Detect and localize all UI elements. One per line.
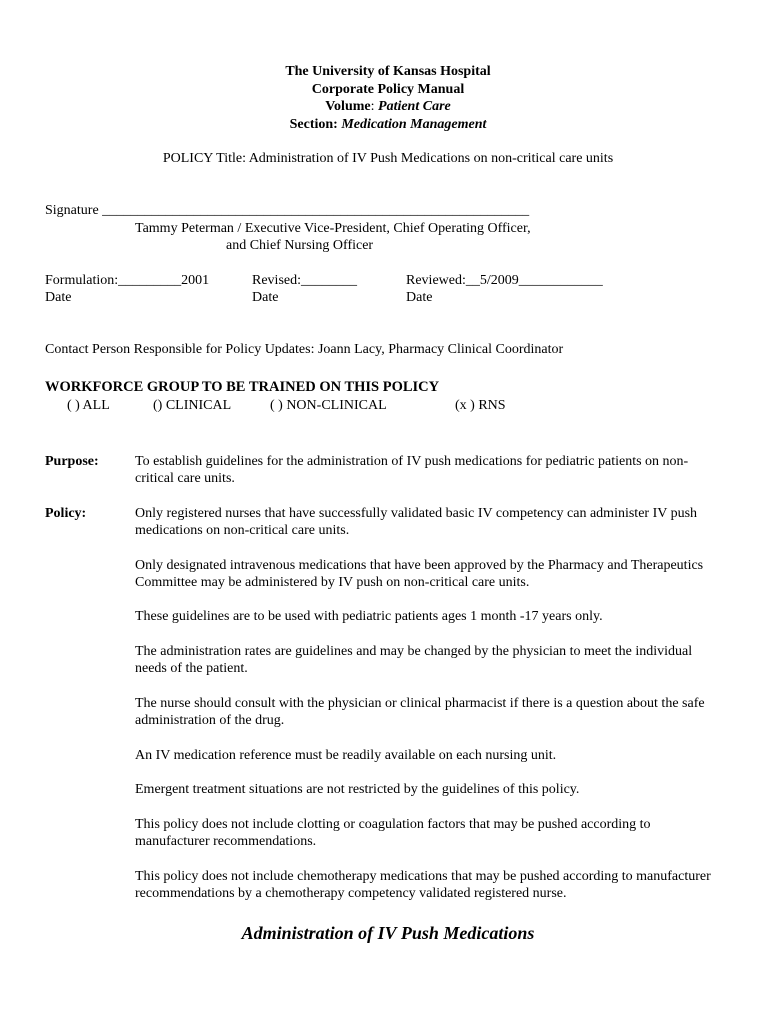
formulation-date: Formulation:_________2001 bbox=[45, 273, 210, 288]
policy-paragraph: The administration rates are guidelines and may be changed by the physician to meet the individual needs of the patient. bbox=[135, 644, 693, 676]
hospital-name: The University of Kansas Hospital bbox=[285, 64, 491, 79]
section-label: Section: bbox=[289, 116, 338, 132]
contact-person: Contact Person Responsible for Policy Updates: Joann Lacy, Pharmacy Clinical Coordinator bbox=[45, 342, 564, 357]
reviewed-date: Reviewed:__5/2009____________ bbox=[406, 273, 603, 288]
purpose-text: To establish guidelines for the administration of IV push medications for pediatric patients on non-critical care units. bbox=[135, 454, 689, 486]
policy-paragraph: This policy does not include chemotherapy medications that may be pushed according to manufacturer recommendations by a chemotherapy competency validated registered nurse. bbox=[135, 869, 711, 901]
policy-paragraph: The nurse should consult with the physician or clinical pharmacist if there is a question about the safe administration of the drug. bbox=[135, 696, 705, 728]
volume-label: Volume bbox=[325, 99, 371, 114]
revised-date: Revised:________ bbox=[252, 273, 357, 288]
signer-name-line2: and Chief Nursing Officer bbox=[226, 238, 374, 253]
formulation-date-label: Date bbox=[45, 290, 72, 305]
signer-name-line1: Tammy Peterman / Executive Vice-President, Chief Operating Officer, bbox=[135, 221, 531, 236]
policy-paragraph: Only registered nurses that have successfully validated basic IV competency can administer IV push medications on non-critical care units. bbox=[135, 506, 698, 538]
workforce-option-rns: (x ) RNS bbox=[455, 398, 506, 413]
section-heading-iv-push: Administration of IV Push Medications bbox=[241, 923, 535, 943]
volume-value: Patient Care bbox=[378, 99, 451, 114]
workforce-option-clinical: () CLINICAL bbox=[153, 398, 232, 413]
workforce-option-all: ( ) ALL bbox=[67, 398, 110, 413]
document-header bbox=[0, 63, 768, 133]
volume-line bbox=[0, 98, 768, 116]
reviewed-date-label: Date bbox=[406, 290, 433, 305]
workforce-heading: WORKFORCE GROUP TO BE TRAINED ON THIS POLICY bbox=[45, 379, 440, 395]
policy-paragraph: This policy does not include clotting or coagulation factors that may be pushed according to manufacturer recommendations. bbox=[135, 817, 651, 849]
policy-title: POLICY Title: Administration of IV Push Medications on non-critical care units bbox=[162, 151, 614, 166]
policy-paragraph: These guidelines are to be used with pediatric patients ages 1 month -17 years only. bbox=[135, 609, 603, 624]
policy-paragraph: Only designated intravenous medications that have been approved by the Pharmacy and Therapeutics Committee may be administered by IV push on non-critical care units. bbox=[135, 558, 704, 590]
section-value: Medication Management bbox=[341, 116, 487, 132]
manual-name: Corporate Policy Manual bbox=[311, 81, 465, 97]
policy-paragraph: An IV medication reference must be readily available on each nursing unit. bbox=[135, 748, 557, 763]
signature-line: Signature _____________________________________________________________ bbox=[45, 203, 530, 218]
revised-date-label: Date bbox=[252, 290, 279, 305]
purpose-label: Purpose: bbox=[45, 454, 99, 469]
section-line bbox=[0, 116, 768, 134]
policy-paragraph: Emergent treatment situations are not restricted by the guidelines of this policy. bbox=[135, 782, 580, 797]
volume-colon: : bbox=[370, 99, 375, 114]
workforce-option-non-clinical: ( ) NON-CLINICAL bbox=[270, 398, 387, 413]
policy-label: Policy: bbox=[45, 506, 87, 521]
